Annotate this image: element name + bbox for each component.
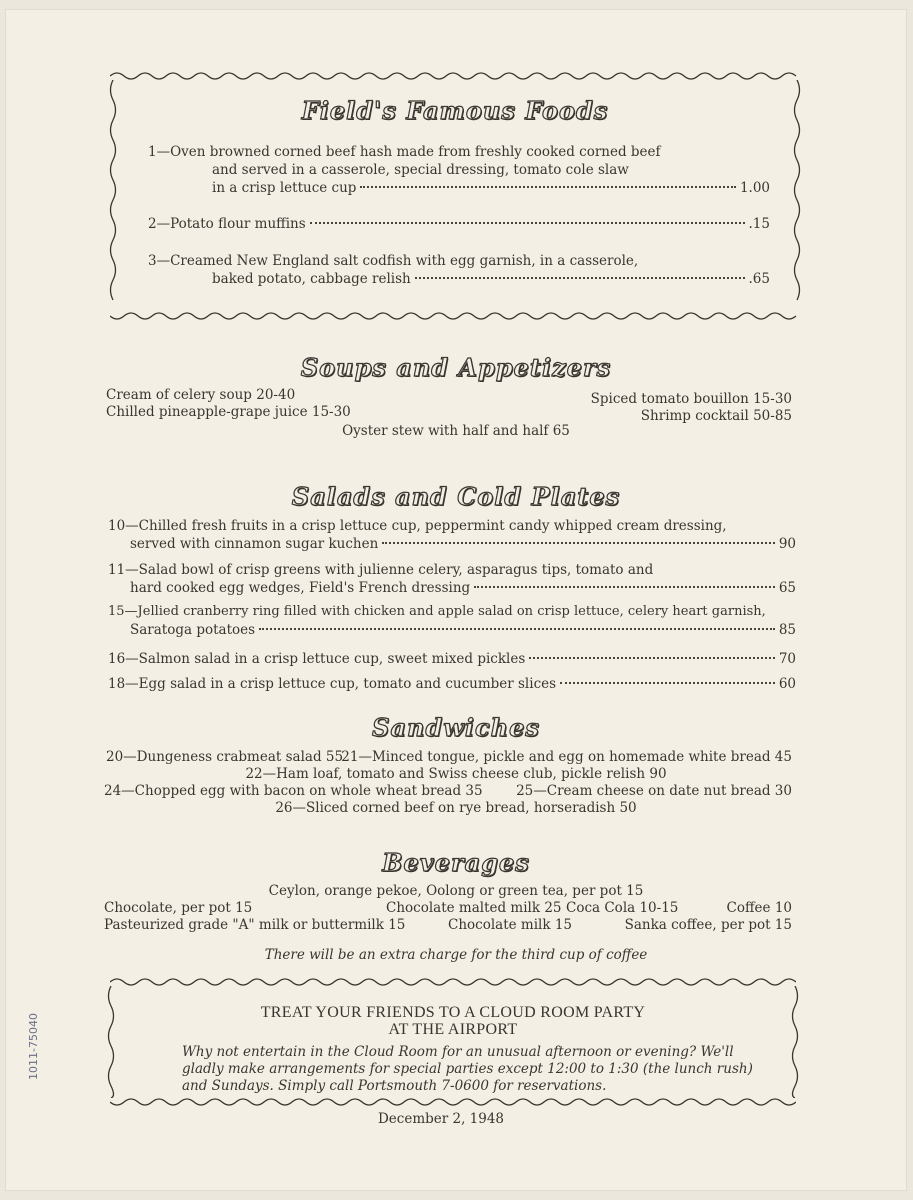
sandwich-26: 26—Sliced corned beef on rye bread, horseradish 50 (275, 800, 637, 816)
wavy-border-bottom (110, 310, 800, 322)
salad-item-16 (108, 650, 796, 668)
famous-item-1-price: 1.00 (739, 180, 770, 196)
promo-line-2: gladly make arrangements for special parties except 12:00 to 1:30 (the lunch rush) (182, 1061, 753, 1077)
famous-item-1-line1: 1—Oven browned corned beef hash made from freshly cooked corned beef (148, 144, 661, 160)
famous-item-1 (148, 143, 770, 197)
side-stamp: 1011-75040 (26, 1013, 40, 1080)
menu-page (6, 10, 906, 1190)
salad-item-15 (108, 603, 796, 639)
dot-leader (529, 656, 775, 659)
salad-item-10-leader (108, 535, 796, 553)
salad-item-18 (108, 675, 796, 693)
soup-right-1: Spiced tomato bouillon 15-30 (590, 391, 792, 407)
salad-item-10-price: 90 (778, 536, 796, 552)
salad-item-15-line2: Saratoga potatoes (130, 622, 256, 638)
famous-item-2-price: .15 (748, 216, 770, 232)
famous-item-3-line2: baked potato, cabbage relish (212, 271, 411, 287)
menu-date: December 2, 1948 (377, 1111, 505, 1127)
salad-item-15-price: 85 (778, 622, 796, 638)
salad-item-11-leader (108, 579, 796, 597)
sandwich-24: 24—Chopped egg with bacon on whole wheat bread 35 (104, 783, 483, 799)
salad-item-15-line1: 15—Jellied cranberry ring filled with chicken and apple salad on crisp lettuce, celery heart garnish, (108, 604, 766, 619)
beverage-sanka: Sanka coffee, per pot 15 (624, 917, 792, 933)
promo-line-3: and Sundays. Simply call Portsmouth 7-0600 for reservations. (182, 1078, 607, 1094)
salad-item-16-line1: 16—Salmon salad in a crisp lettuce cup, sweet mixed pickles (108, 651, 526, 667)
salad-item-10-line2: served with cinnamon sugar kuchen (130, 536, 379, 552)
promo-box (110, 976, 796, 1106)
soup-left-2: Chilled pineapple-grape juice 15-30 (106, 404, 351, 420)
sandwich-22: 22—Ham loaf, tomato and Swiss cheese club, pickle relish 90 (245, 766, 667, 782)
salad-item-16-leader (108, 650, 796, 668)
sandwiches-title: Sandwiches (372, 713, 540, 742)
promo-line-1: Why not entertain in the Cloud Room for an unusual afternoon or evening? We'll (182, 1044, 734, 1060)
beverage-coca-cola: Coca Cola 10-15 (566, 900, 679, 916)
wavy-border-top (110, 976, 796, 988)
beverage-chocolate-milk: Chocolate milk 15 (448, 917, 572, 933)
salad-item-18-leader (108, 675, 796, 693)
wavy-border-right (790, 986, 800, 1098)
soup-left-1: Cream of celery soup 20-40 (106, 387, 296, 403)
soup-right-2: Shrimp cocktail 50-85 (640, 408, 792, 424)
salads-title: Salads and Cold Plates (291, 482, 621, 511)
salad-item-11 (108, 561, 796, 597)
beverage-chocolate-pot: Chocolate, per pot 15 (104, 900, 253, 916)
promo-heading-2: AT THE AIRPORT (388, 1021, 518, 1038)
beverage-malted-milk: Chocolate malted milk 25 (386, 900, 562, 916)
dot-leader (382, 541, 775, 544)
promo-heading-1: TREAT YOUR FRIENDS TO A CLOUD ROOM PARTY (260, 1004, 646, 1021)
soup-center: Oyster stew with half and half 65 (342, 423, 570, 439)
salad-item-18-price: 60 (778, 676, 796, 692)
wavy-border-bottom (110, 1096, 796, 1108)
wavy-border-left (106, 986, 116, 1098)
beverage-coffee: Coffee 10 (726, 900, 792, 916)
dot-leader (560, 681, 775, 684)
famous-item-3-line1: 3—Creamed New England salt codfish with egg garnish, in a casserole, (148, 253, 639, 269)
salad-item-16-price: 70 (778, 651, 796, 667)
famous-item-1-line3: in a crisp lettuce cup (212, 180, 357, 196)
famous-item-3 (148, 252, 770, 288)
sandwich-25: 25—Cream cheese on date nut bread 30 (516, 783, 792, 799)
dot-leader (310, 221, 745, 224)
dot-leader (415, 276, 745, 279)
salad-item-15-leader (108, 621, 796, 639)
sandwich-21: 21—Minced tongue, pickle and egg on homemade white bread 45 (341, 749, 792, 765)
wavy-border-top (110, 70, 800, 82)
soups-title: Soups and Appetizers (300, 353, 612, 382)
salad-item-10-line1: 10—Chilled fresh fruits in a crisp lettuce cup, peppermint candy whipped cream dressing, (108, 518, 727, 534)
famous-foods-title: Field's Famous Foods (301, 96, 609, 125)
beverage-milk: Pasteurized grade "A" milk or buttermilk 15 (104, 917, 406, 933)
famous-item-1-line2: and served in a casserole, special dressing, tomato cole slaw (212, 162, 629, 178)
dot-leader (474, 585, 775, 588)
salad-item-18-line1: 18—Egg salad in a crisp lettuce cup, tomato and cucumber slices (108, 676, 557, 692)
sandwich-20: 20—Dungeness crabmeat salad 55 (106, 749, 344, 765)
famous-foods-box (110, 70, 800, 318)
salad-item-11-price: 65 (778, 580, 796, 596)
salad-item-11-line2: hard cooked egg wedges, Field's French dressing (130, 580, 471, 596)
beverages-title: Beverages (382, 848, 530, 877)
famous-item-2-line1: 2—Potato flour muffins (148, 216, 306, 232)
salad-item-10 (108, 517, 796, 553)
famous-item-3-leader (148, 270, 770, 288)
famous-item-1-leader (148, 179, 770, 197)
dot-leader (360, 185, 736, 188)
famous-item-3-price: .65 (748, 271, 770, 287)
famous-item-2 (148, 215, 770, 233)
coffee-note: There will be an extra charge for the third cup of coffee (264, 947, 648, 963)
salad-item-11-line1: 11—Salad bowl of crisp greens with julienne celery, asparagus tips, tomato and (108, 562, 654, 578)
famous-item-2-leader (148, 215, 770, 233)
dot-leader (259, 627, 775, 630)
beverage-tea: Ceylon, orange pekoe, Oolong or green tea, per pot 15 (268, 883, 644, 899)
